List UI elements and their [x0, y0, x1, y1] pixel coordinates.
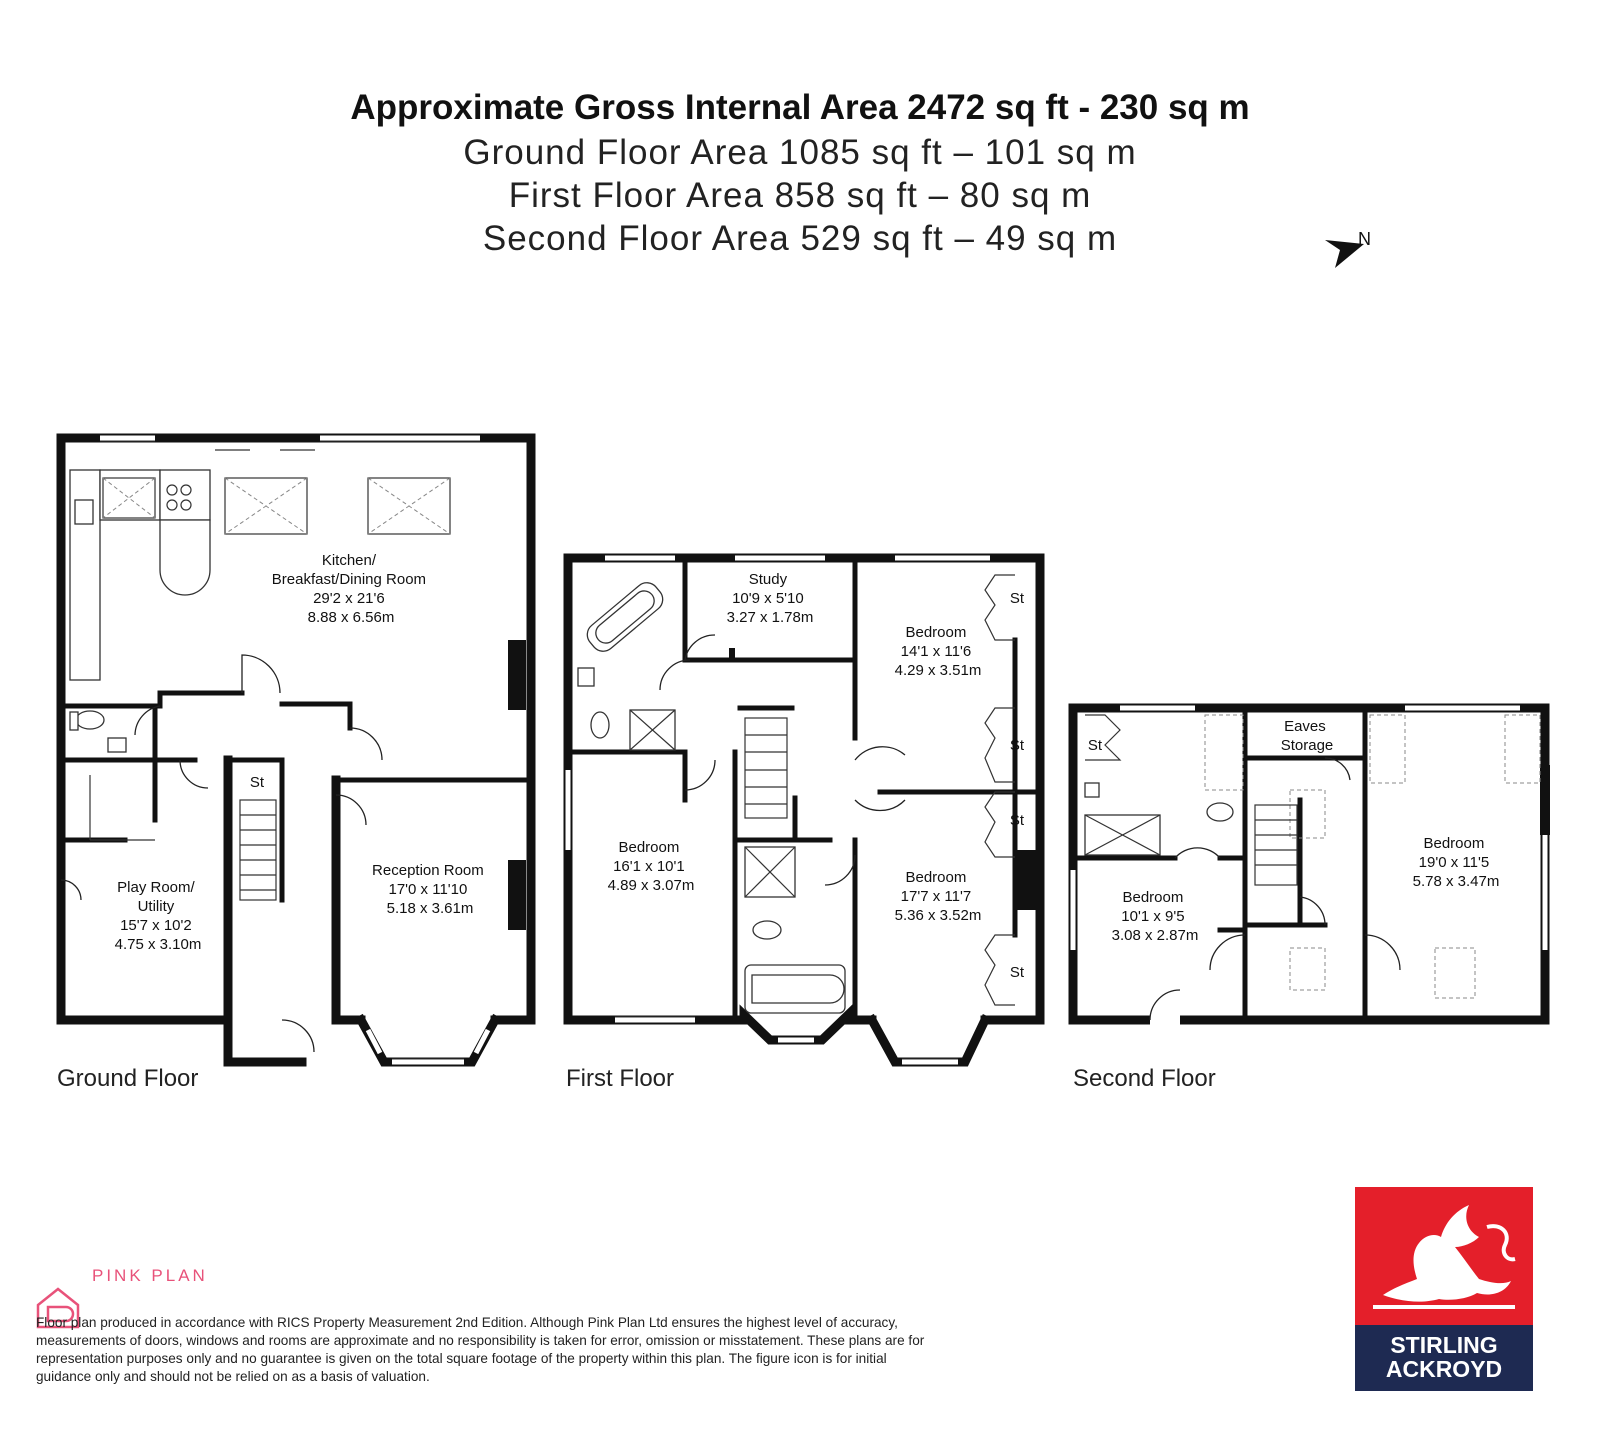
disclaimer-text: Floor plan produced in accordance with RICS Property Measurement 2nd Edition. Although Pink Plan Ltd ensures the highest level of accuracy, measurements of doors, windows and rooms are approximate and no responsibility is taken for error, omission or misstatement. These plans are for representation purposes only and no guarantee is given on the total square footage of the property within this plan. The figure icon is for initial guidance only and should not be relied on as a basis of valuation. — [36, 1315, 925, 1384]
room-label-first-store-3: St — [1009, 812, 1025, 829]
room-label-first-bedroom-a: Bedroom 14'1 x 11'6 4.29 x 3.51m — [894, 624, 982, 679]
logo-griffin-panel — [1355, 1187, 1533, 1325]
room-label-first-store-1: St — [1009, 590, 1025, 607]
second-floor-label: Second Floor — [1073, 1065, 1216, 1092]
room-label-first-store-4: St — [1009, 964, 1025, 981]
room-label-second-bedroom-a: Bedroom 10'1 x 9'5 3.08 x 2.87m — [1111, 889, 1199, 944]
gross-area-title: Approximate Gross Internal Area 2472 sq ft - 230 sq m — [350, 88, 1250, 127]
logo-line-2: ACKROYD — [1385, 1356, 1503, 1382]
second-floor-area: Second Floor Area 529 sq ft – 49 sq m — [482, 219, 1118, 258]
ground-floor-plan — [61, 438, 531, 1062]
room-label-first-store-2: St — [1009, 737, 1025, 754]
stirling-ackroyd-logo — [1355, 1187, 1533, 1391]
room-label-second-bedroom-b: Bedroom 19'0 x 11'5 5.78 x 3.47m — [1412, 835, 1500, 890]
first-floor-area: First Floor Area 858 sq ft – 80 sq m — [508, 176, 1092, 215]
logo-wordmark-panel — [1355, 1325, 1533, 1391]
room-label-first-bedroom-b: Bedroom 16'1 x 10'1 4.89 x 3.07m — [607, 839, 695, 894]
room-label-first-bedroom-c: Bedroom 17'7 x 11'7 5.36 x 3.52m — [894, 869, 982, 924]
room-label-eaves-storage: Eaves Storage — [1280, 718, 1334, 754]
first-floor-label: First Floor — [566, 1065, 674, 1092]
room-label-study: Study 10'9 x 5'10 3.27 x 1.78m — [726, 571, 814, 626]
room-label-reception: Reception Room 17'0 x 11'10 5.18 x 3.61m — [372, 862, 484, 917]
room-label-second-store: St — [1087, 737, 1103, 754]
logo-line-1: STIRLING — [1390, 1332, 1498, 1358]
ground-floor-area: Ground Floor Area 1085 sq ft – 101 sq m — [463, 133, 1137, 172]
room-label-kitchen: Kitchen/ Breakfast/Dining Room 29'2 x 21'6 8.88 x 6.56m — [271, 552, 427, 626]
pink-plan-brand: PINK PLAN — [92, 1266, 208, 1285]
compass-north-label: N — [1358, 229, 1371, 249]
griffin-icon — [1355, 1187, 1533, 1325]
room-label-playroom: Play Room/ Utility 15'7 x 10'2 4.75 x 3.10m — [114, 879, 202, 953]
room-label-ground-store: St — [249, 774, 265, 791]
ground-floor-label: Ground Floor — [57, 1065, 199, 1092]
